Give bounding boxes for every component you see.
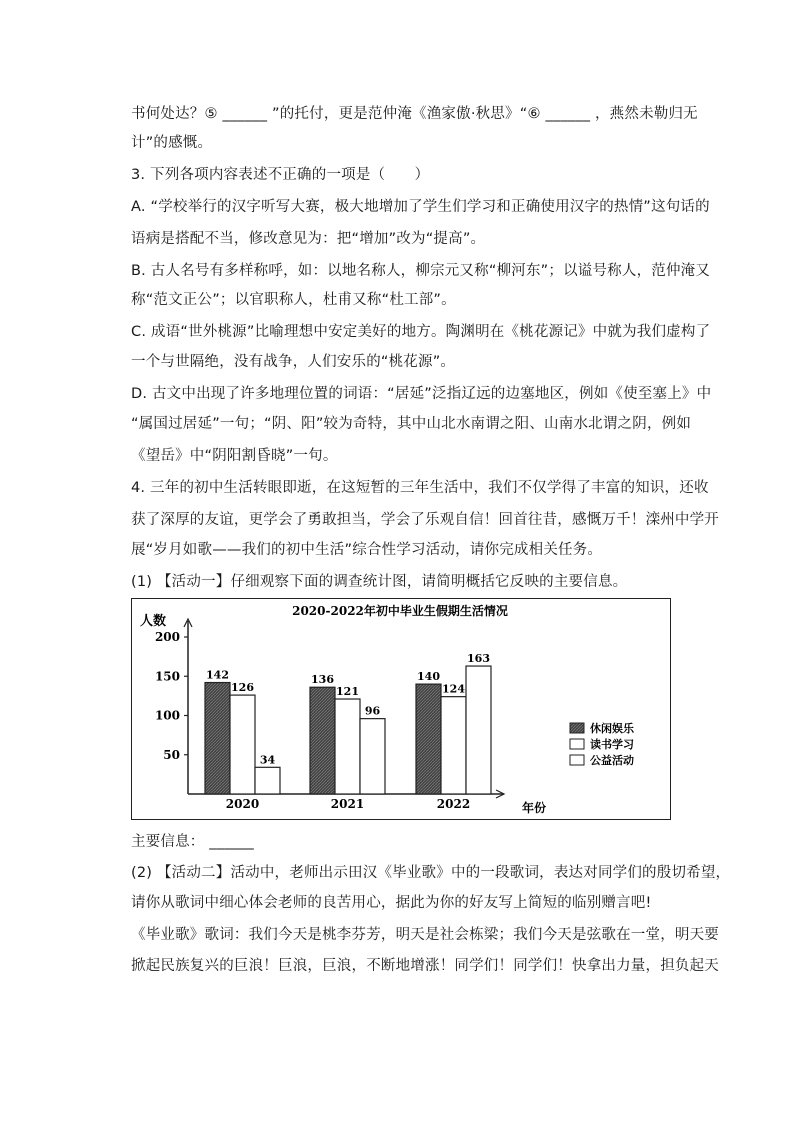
text-line: 4. 三年的初中生活转眼即逝，在这短暂的三年生活中，我们不仅学得了丰富的知识，还收 <box>131 480 709 496</box>
bar-2 <box>441 697 466 794</box>
bar-3 <box>360 719 385 794</box>
text-line: “属国过居延”一句；“阴、阳”较为奇特，其中山北水南谓之阳、山南水北谓之阴，例如 <box>131 416 692 432</box>
bar-2 <box>230 695 255 794</box>
text-line: (1) 【活动一】仔细观察下面的调查统计图，请简明概括它反映的主要信息。 <box>131 574 628 590</box>
text-line: C. 成语“世外桃源”比喻理想中安定美好的地方。陶渊明在《桃花源记》中就为我们虚构了 <box>131 324 711 340</box>
bar-chart-svg <box>132 599 669 818</box>
bar-value-label: 124 <box>442 682 465 696</box>
text-line: A. “学校举行的汉字听写大赛，极大地增加了学生们学习和正确使用汉字的热情”这句话的 <box>131 199 710 215</box>
legend-label: 读书学习 <box>590 738 634 751</box>
y-tick-label: 50 <box>163 747 180 762</box>
y-tick-label: 150 <box>154 669 180 684</box>
text-line: 主要信息： ______ <box>131 834 255 850</box>
bar-value-label: 136 <box>311 673 334 687</box>
text-line: 称“范文正公”；以官职称人，杜甫又称“杜工部”。 <box>131 292 456 308</box>
text-line: 计”的感慨。 <box>131 135 213 151</box>
bar-3 <box>255 767 280 794</box>
legend-swatch <box>570 723 584 733</box>
bar-value-label: 34 <box>259 753 276 767</box>
bar-1 <box>310 687 335 794</box>
legend-label: 休闲娱乐 <box>590 722 634 735</box>
x-tick-label: 2021 <box>330 797 365 811</box>
text-line: (2) 【活动二】活动中，老师出示田汉《毕业歌》中的一段歌词，表达对同学们的殷切希望， <box>131 865 731 881</box>
text-line: 请你从歌词中细心体会老师的良苦用心，据此为你的好友写上简短的临别赠言吧! <box>131 895 652 911</box>
bar-value-label: 96 <box>364 704 381 718</box>
text-line: D. 古文中出现了许多地理位置的词语：“居延”泛指辽远的边塞地区，例如《使至塞上》中 <box>131 386 712 402</box>
chart-title: 2020-2022年初中毕业生假期生活情况 <box>292 604 508 618</box>
survey-chart <box>131 598 671 820</box>
text-line: 《望岳》中“阴阳割昏晓”一句。 <box>131 448 338 464</box>
bar-1 <box>205 683 230 794</box>
legend-swatch <box>570 755 584 765</box>
text-line: 3. 下列各项内容表述不正确的一项是（ ） <box>131 167 430 183</box>
text-line: 获了深厚的友谊，更学会了勇敢担当，学会了乐观自信！回首往昔，感慨万千！滦州中学开 <box>131 512 719 528</box>
text-line: B. 古人名号有多样称呼，如：以地名称人，柳宗元又称“柳河东”；以谥号称人，范仲淹又 <box>131 263 711 279</box>
bar-value-label: 126 <box>231 681 254 695</box>
bar-value-label: 142 <box>206 668 229 682</box>
y-axis-label: 人数 <box>140 614 167 629</box>
y-tick-label: 100 <box>154 708 180 723</box>
legend-label: 公益活动 <box>590 754 634 767</box>
legend-swatch <box>570 739 584 749</box>
bar-value-label: 121 <box>336 685 359 699</box>
bar-value-label: 163 <box>467 652 490 666</box>
x-tick-label: 2020 <box>225 797 260 811</box>
x-axis-label: 年份 <box>522 801 547 815</box>
text-line: 一个与世隔绝，没有战争，人们安乐的“桃花源”。 <box>131 354 456 370</box>
text-line: 《毕业歌》歌词：我们今天是桃李芬芳，明天是社会栋梁；我们今天是弦歌在一堂，明天要 <box>131 927 719 943</box>
bar-1 <box>416 684 441 794</box>
text-line: 语病是搭配不当，修改意见为：把“增加”改为“提高”。 <box>131 231 486 247</box>
bar-3 <box>466 666 491 794</box>
bar-2 <box>335 699 360 794</box>
x-tick-label: 2022 <box>436 797 471 811</box>
bar-value-label: 140 <box>417 670 440 684</box>
y-tick-label: 200 <box>154 630 180 644</box>
text-line: 掀起民族复兴的巨浪！巨浪，巨浪，不断地增涨！同学们！同学们！快拿出力量，担负起天 <box>131 958 719 974</box>
text-line: 书何处达？⑤ ______ ”的托付，更是范仲淹《渔家傲·秋思》“⑥ ______ ，燕然未勒归无 <box>131 106 698 122</box>
text-line: 展“岁月如歌——我们的初中生活”综合性学习活动，请你完成相关任务。 <box>131 542 603 558</box>
